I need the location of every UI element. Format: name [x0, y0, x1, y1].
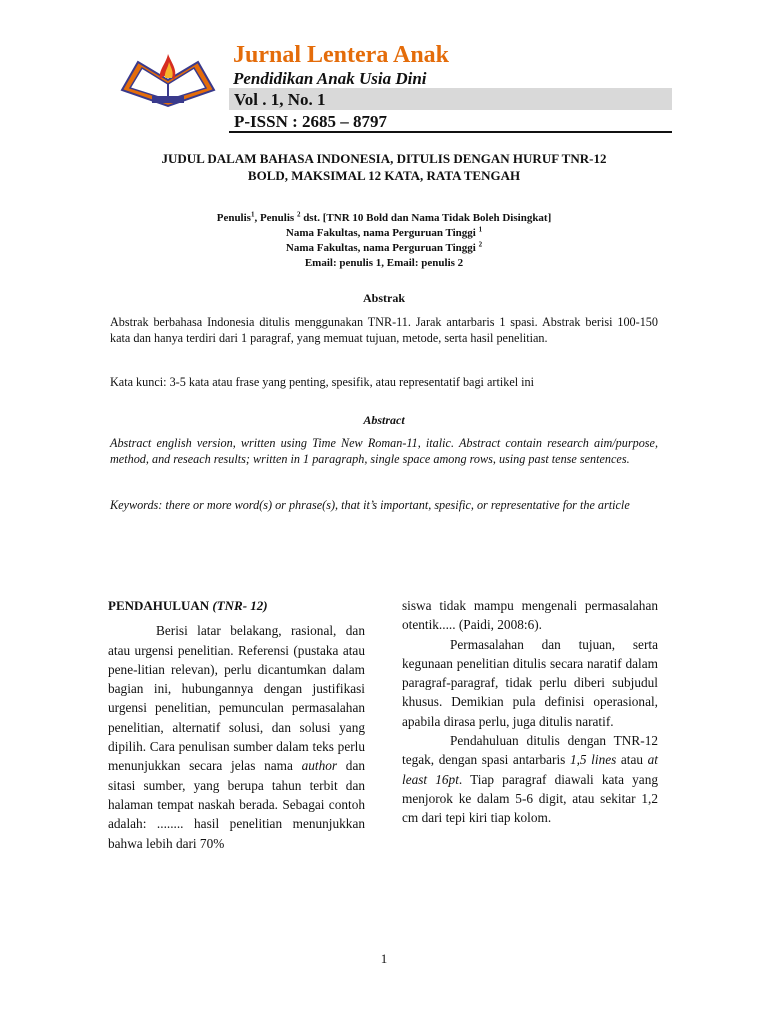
volume-number: Vol . 1, No. 1 [234, 90, 326, 109]
author-a: Penulis [216, 212, 251, 224]
abstrak-heading: Abstrak [362, 291, 405, 305]
journal-logo-icon [118, 50, 218, 108]
intro-p3-a: Pendahuluan ditulis dengan TNR-12 tegak, dengan spasi antarbaris [402, 733, 658, 768]
intro-p3-lines: 1,5 lines [569, 752, 617, 768]
journal-subtitle: Pendidikan Anak Usia Dini [233, 69, 427, 88]
intro-p3-least: at least 16pt [402, 752, 658, 787]
abstract-text: Abstract english version, written using Time New Roman-11, italic. Abstract contain research aim/purpose, method, and reseach results; written in 1 paragraph, single space among rows, using past tense sentences. [110, 436, 658, 466]
intro-p3-mid: atau [616, 752, 648, 768]
affiliation-1 [100, 226, 668, 240]
author-b-sup: 2 [296, 210, 301, 219]
section-heading-text: PENDAHULUAN [108, 598, 210, 613]
intro-paragraph-2: Permasalahan dan tujuan, serta kegunaan penelitian ditulis secara naratif dalam paragraf-paragraf, tidak perlu diberi subjudul khusus. Demikian pula definisi operasional, apabila dirasa perlu, juga ditulis naratif. [402, 636, 658, 729]
right-column [402, 596, 658, 828]
intro-p1-author: author [301, 758, 338, 774]
intro-p1-a: Berisi latar belakang, rasional, dan atau urgensi penelitian. Referensi (pustaka atau pene-litian relevan), perlu dicantumkan dalam bagian ini, hubungannya dengan justifikasi urgensi penelitian, pemunculan permasalahan penelitian, alternatif solusi, dan solusi yang dipilih. Cara penulisan sumber dalam teks perlu menunjukkan secara jelas nama [108, 623, 365, 774]
affiliation-2-sup: 2 [478, 240, 483, 249]
paper-title [100, 150, 668, 184]
section-heading [108, 596, 365, 615]
author-line [100, 211, 668, 225]
section-heading-note: (TNR- 12) [212, 598, 268, 613]
intro-p3-b: . Tiap paragraf diawali kata yang menjorok ke dalam 5-6 digit, atau sekitar 1,2 cm dari tepi kiri tiap kolom. [402, 771, 659, 826]
keywords: Keywords: there or more word(s) or phrase(s), that it’s important, spesific, or representative for the article [110, 498, 630, 512]
affiliation-2-text: Nama Fakultas, nama Perguruan Tinggi [285, 242, 476, 254]
author-b: , Penulis [254, 212, 295, 224]
title-line-1: JUDUL DALAM BAHASA INDONESIA, DITULIS DENGAN HURUF TNR-12 [161, 151, 607, 166]
left-column [108, 596, 365, 853]
intro-p1-b: dan sitasi sumber, yang berupa tahun terbit dan halaman tempat naskah berada. Sebagai contoh adalah: ........ hasil penelitian menunjukkan bahwa lebih dari 70% [108, 758, 365, 851]
kata-kunci: Kata kunci: 3-5 kata atau frase yang penting, spesifik, atau representatif bagi artikel ini [110, 375, 535, 389]
abstrak-text: Abstrak berbahasa Indonesia ditulis menggunakan TNR-11. Jarak antarbaris 1 spasi. Abstrak berisi 100-150 kata dan hanya terdiri dari 1 paragraf, yang memuat tujuan, metode, serta hasil penelitian. [110, 315, 658, 345]
author-a-sup: 1 [250, 210, 255, 219]
issn-number: P-ISSN : 2685 – 8797 [234, 112, 388, 131]
abstract-heading: Abstract [363, 413, 405, 427]
title-line-2: BOLD, MAKSIMAL 12 KATA, RATA TENGAH [247, 168, 521, 183]
affiliation-2 [100, 241, 668, 255]
journal-title: Jurnal Lentera Anak [233, 42, 450, 68]
intro-paragraph-1-cont: siswa tidak mampu mengenali permasalahan otentik..... (Paidi, 2008:6). [402, 598, 658, 633]
author-note: dst. [TNR 10 Bold dan Nama Tidak Boleh Disingkat] [303, 212, 552, 224]
email-line: Email: penulis 1, Email: penulis 2 [304, 257, 464, 269]
affiliation-1-text: Nama Fakultas, nama Perguruan Tinggi [285, 227, 476, 239]
intro-paragraph-1 [108, 621, 365, 853]
intro-paragraph-3 [402, 731, 658, 827]
page-number: 1 [380, 951, 388, 966]
header-divider [229, 131, 672, 133]
affiliation-1-sup: 1 [478, 225, 483, 234]
